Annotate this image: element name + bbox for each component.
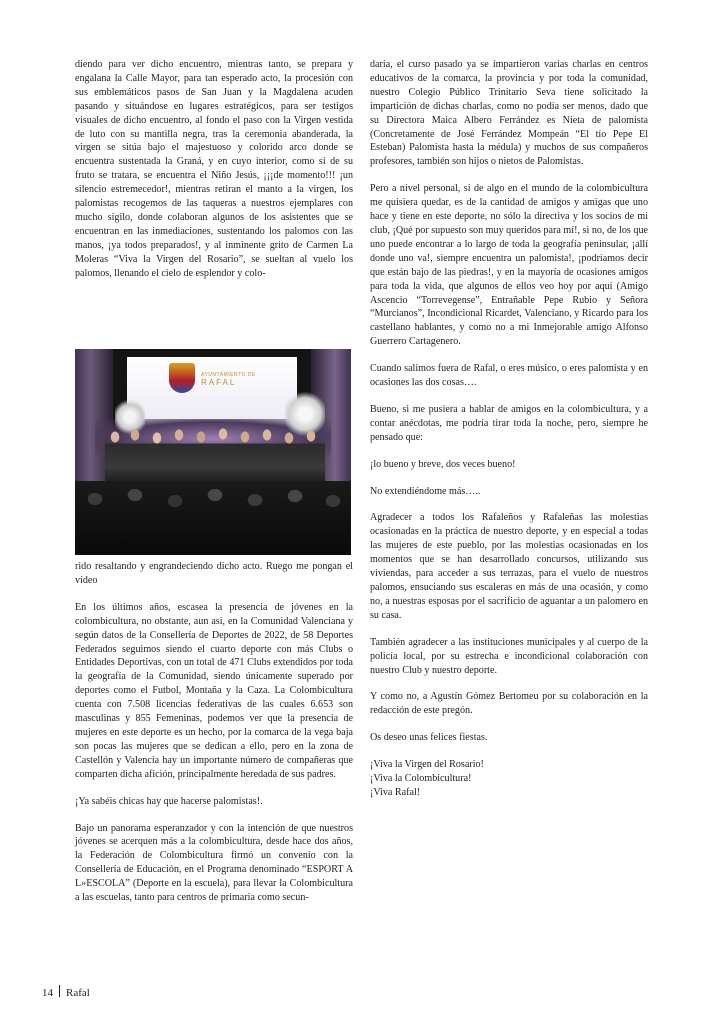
- paragraph: Agradecer a todos los Rafaleños y Rafaleñas las molestias ocasionadas en la práctica de nuestro deporte, y en especial a todas las mujeres de este pueblo, por las molestias ocasionadas en los momentos que se han desarrollado concursos, utilizando sus viviendas, para acceder a sus terrazas, para el vuelo de nuestros palomos, ensuciando sus escaleras en más de una ocasión, y como no, a nuestras esposas por el sacrificio de aguantar a un palomero en su casa.: [370, 512, 648, 621]
- audience: [75, 481, 351, 555]
- page-footer: [42, 985, 90, 999]
- right-column: [370, 58, 648, 800]
- left-column-lower: [75, 560, 353, 905]
- closing-line: ¡Viva la Virgen del Rosario!: [370, 759, 484, 771]
- paragraph: Cuando salimos fuera de Rafal, o eres músico, o eres palomista y en ocasiones las dos cosas….: [370, 363, 648, 389]
- paragraph: En los últimos años, escasea la presencia de jóvenes en la colombicultura, no obstante, aun así, en la Comunidad Valenciana y según datos de la Consellería de Deportes de 2022, de 58 Deportes Federados seguimos siendo el cuarto deporte con más Clubs o Entidades Deportivas, con un total de 471 Clubs extendidos por toda la geografía de la Comunidad, siendo únicamente superado por deportes como el Futbol, Montaña y la Caza. La Colombicultura cuenta con 7.508 licencias federativas de las cuales 6.653 son masculinas y 855 Femeninas, podemos ver que la presencia de mujeres en este deporte es un hecho, por la comarca de la vega baja son pocas las mujeres que se dedican a ello, pero en la zona de Castellón y Valencia hay un importante número de compañeras que comparten dicha afición, principalmente heredada de sus padres.: [75, 601, 353, 780]
- closing-line: ¡Viva Rafal!: [370, 786, 421, 798]
- event-photo: [75, 349, 351, 555]
- paragraph: diendo para ver dicho encuentro, mientras tanto, se prepara y engalana la Calle Mayor, para tan esperado acto, la procesión con sus emblemáticos pasos de San Juan y la Magdalena acuden pasando y situándose en lugares estratégicos, para ser testigos visuales de dicho encuentro, al fondo el paso con la Virgen vestida de luto con su mantilla negra, tras la ceremonia abanderada, la virgen se sitúa bajo el majestuoso y colorido arco donde se encuentra sustentada la Graná, y en cuyo interior, como si de su fruto se tratara, se encuentra el Niño Jesús, ¡¡¡de momento!!! ¡un silencio estremecedor!, mientras retiran el manto a la virgen, los palomistas recogemos de las taqueras a nuestros ejemplares con mucho sigilo, donde colaboran algunos de los asistentes que se encuentran en las inmediaciones, sustentando los palomos con las manos, ¡ya todos preparados!, y al inminente grito de Carmen La Moleras “Viva la Virgen del Rosario”, se sueltan al vuelo los palomos, llenando el cielo de esplendor y colo-: [75, 59, 353, 279]
- paragraph: También agradecer a las instituciones municipales y al cuerpo de la policía local, por su estrecha e incondicional colaboración con nuestro Club y nuestro deporte.: [370, 636, 648, 676]
- town-crest-icon: [169, 363, 195, 393]
- paragraph: Pero a nivel personal, si de algo en el mundo de la colombicultura me quisiera quedar, es de la cantidad de amigos y amigas que uno hace y tiene en este deporte, no sólo la directiva y los socios de mi club, ¡Qué por supuesto son muy queridos para mí!, si no, de los que uno puede encontrar a lo largo de toda la geografía peninsular, ¡allí donde uno va!, siempre encuentra un palomista!, ¡podríamos decir que están bajo de las piedras!, y en la mayoría de ocasiones amigos para toda la vida, que algunos de ellos veo hoy por aquí (Amigo Ascencio “Torrevegense”, Entrañable Pepe Rubio y Señora “Murcianos”, Incondicional Ricardet, Valenciano, y Ricardo para los castellano hablantes, y como no a mi Inmejorable amigo Alfonso Guerrero Cartagenero.: [370, 183, 648, 348]
- paragraph: ¡Ya sabéis chicas hay que hacerse palomistas!.: [75, 795, 263, 807]
- paragraph: Bajo un panorama esperanzador y con la intención de que nuestros jóvenes se acerquen más a la colombicultura, desde hace dos años, la Federación de Colombicultura firmó un convenio con la Consellería de Educación, en el Programa denominado “ESPORT A L»ESCOLA” (Deporte en la escuela), para llevar la Colombicultura a las escuelas, tanto para centros de primaria como secun-: [75, 822, 353, 904]
- group-on-stage: [105, 427, 325, 483]
- closing-line: ¡Viva la Colombicultura!: [370, 773, 472, 785]
- left-column: [75, 58, 353, 281]
- footer-divider: [59, 985, 60, 997]
- paragraph: No extendiéndome más…..: [370, 485, 481, 497]
- stage-screen-text: [201, 371, 291, 387]
- paragraph: daria, el curso pasado ya se impartieron varias charlas en centros educativos de la comarca, la provincia y por toda la comunidad, nuestro Colegio Público Trinitario Seva tiene solicitado la impartición de dichas charlas, como no podía ser menos, dado que su Directora Maica Albero Ferrández es Nieta de palomista (Concretamente de José Ferrández Mompeán “El tío Pepe El Esteban) Palomista hasta la médula) y muchos de sus compañeros profesores, también son hijos o nietos de Palomistas.: [370, 59, 648, 168]
- page-number: 14: [42, 987, 53, 999]
- screen-line-1: AYUNTAMIENTO DE: [201, 372, 256, 378]
- paragraph: rido resaltando y engrandeciendo dicho acto. Ruego me pongan el vídeo: [75, 561, 353, 586]
- publication-name: Rafal: [66, 987, 90, 999]
- paragraph: Os deseo unas felices fiestas.: [370, 732, 488, 744]
- paragraph: Y como no, a Agustín Gómez Bertomeu por su colaboración en la redacción de este pregón.: [370, 691, 648, 717]
- paragraph: ¡lo bueno y breve, dos veces bueno!: [370, 458, 516, 470]
- paragraph: Bueno, si me pusiera a hablar de amigos en la colombicultura, y a contar anécdotas, me podría tirar toda la noche, pero, siempre he pensado que:: [370, 403, 648, 443]
- screen-line-2: RAFAL: [201, 378, 237, 387]
